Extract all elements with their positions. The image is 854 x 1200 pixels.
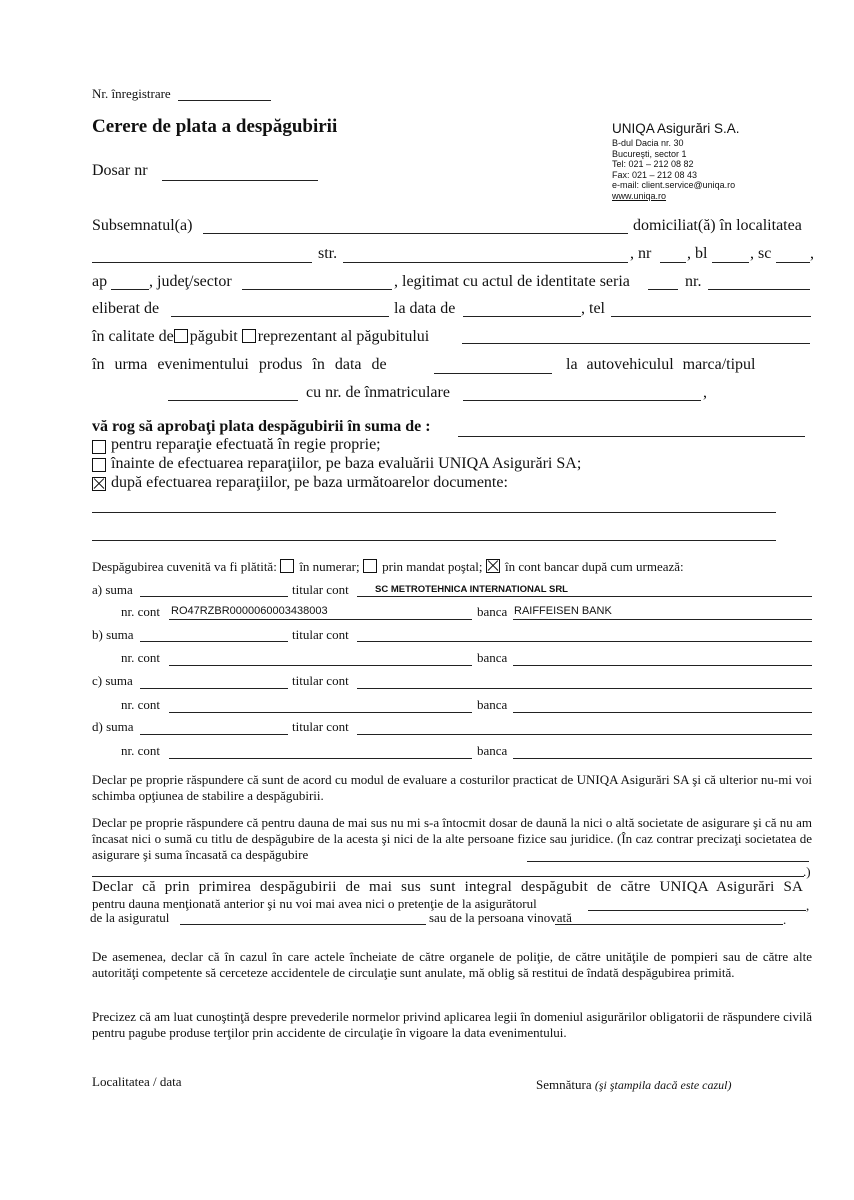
company-email: e-mail: client.service@uniqa.ro <box>612 180 736 190</box>
row-b-titular-field[interactable] <box>357 641 812 642</box>
data-de-label: la data de <box>394 300 456 317</box>
tel-field[interactable] <box>611 316 811 317</box>
payment-intro: Despăgubirea cuvenită va fi plătită: <box>92 559 277 574</box>
cont-bancar-checkbox[interactable] <box>486 559 500 573</box>
row-b-cont-field[interactable] <box>169 665 472 666</box>
company-name: UNIQA Asigurări S.A. <box>612 121 740 136</box>
row-d-titular-label: titular cont <box>292 719 349 734</box>
documents-field-1[interactable] <box>92 512 776 513</box>
row-a-cont-field[interactable] <box>169 619 472 620</box>
domiciliat-label: domiciliat(ă) în localitatea <box>633 217 802 234</box>
company-tel: Tel: 021 – 212 08 82 <box>612 159 694 169</box>
row-c-cont-field[interactable] <box>169 712 472 713</box>
reprezentant-checkbox[interactable] <box>242 329 256 343</box>
row-a-banca-label: banca <box>477 604 508 619</box>
judet-label: , judeţ/sector <box>149 273 232 290</box>
autovehicul-label: la autovehiculul marca/tipul <box>566 356 756 373</box>
reprezentant-field[interactable] <box>462 343 810 344</box>
company-contact <box>612 138 735 201</box>
option-documente-label: după efectuarea reparaţiilor, pe baza următoarelor documente: <box>111 474 508 491</box>
option-regie-checkbox[interactable] <box>92 440 106 454</box>
row-c-suma-field[interactable] <box>140 688 288 689</box>
sc-label: , sc <box>750 245 772 262</box>
inmatriculare-label: cu nr. de înmatriculare <box>306 384 450 401</box>
bl-label: , bl <box>687 245 708 262</box>
form-title: Cerere de plata a despăgubirii <box>92 116 338 137</box>
id-nr-field[interactable] <box>708 289 810 290</box>
calitate-row <box>92 328 429 346</box>
row-d-label: d) suma <box>92 719 134 734</box>
row-a-titular-value: SC METROTEHNICA INTERNATIONAL SRL <box>375 584 568 595</box>
row-a-cont-label: nr. cont <box>121 604 160 619</box>
documents-field-2[interactable] <box>92 540 776 541</box>
row-c-label: c) suma <box>92 673 133 688</box>
subsemnatul-label: Subsemnatul(a) <box>92 217 193 234</box>
company-website-link[interactable]: www.uniqa.ro <box>612 190 667 201</box>
option-documente-checkbox[interactable] <box>92 477 106 491</box>
row-d-cont-field[interactable] <box>169 758 472 759</box>
row-d-suma-field[interactable] <box>140 734 288 735</box>
ap-label: ap <box>92 273 108 290</box>
pagubit-label: păgubit <box>189 328 238 345</box>
row-d-banca-label: banca <box>477 743 508 758</box>
row-b-suma-field[interactable] <box>140 641 288 642</box>
nr-field[interactable] <box>660 262 686 263</box>
row-a-suma-field[interactable] <box>140 596 288 597</box>
asigurat-field[interactable] <box>180 924 426 925</box>
tel-label: , tel <box>581 300 605 317</box>
paren-close: .) <box>803 864 811 879</box>
vinovat-label: sau de la persoana vinovată <box>429 910 572 925</box>
row-b-label: b) suma <box>92 627 134 642</box>
row-a-label: a) suma <box>92 582 133 597</box>
registration-field[interactable] <box>178 100 271 101</box>
issue-date-field[interactable] <box>463 316 581 317</box>
eveniment-label: în urma evenimentului produs în data de <box>92 356 387 373</box>
row-c-titular-field[interactable] <box>357 688 812 689</box>
mandat-label: prin mandat poştal; <box>382 559 483 574</box>
option-regie-label: pentru reparaţie efectuată în regie proprie; <box>111 436 381 453</box>
bl-field[interactable] <box>712 262 749 263</box>
street-field[interactable] <box>343 262 628 263</box>
street-label: str. <box>318 245 338 262</box>
row-d-banca-field[interactable] <box>513 758 812 759</box>
request-title: vă rog să aprobaţi plata despăgubirii în suma de : <box>92 418 431 435</box>
nr-label: , nr <box>630 245 652 262</box>
asigurat-label: de la asiguratul <box>90 910 170 925</box>
row-a-titular-label: titular cont <box>292 582 349 597</box>
sc-field[interactable] <box>776 262 810 263</box>
option-evaluare-checkbox[interactable] <box>92 458 106 472</box>
id-nr-label: nr. <box>685 273 702 290</box>
semnatura-label: Semnătura <box>536 1077 592 1092</box>
declaration-evaluare: Declar pe proprie răspundere că sunt de acord cu modul de evaluare a costurilor practicat de UNIQA Asigurări SA şi că ulterior nu-mi voi schimba opţiunea de stabilire a despăgubirii. <box>92 772 812 803</box>
row-c-banca-label: banca <box>477 697 508 712</box>
alte-societati-field-2[interactable] <box>92 876 804 877</box>
plate-field[interactable] <box>463 400 701 401</box>
row-a-banca-value: RAIFFEISEN BANK <box>514 605 612 617</box>
signature-row <box>536 1077 732 1093</box>
legitimat-label: , legitimat cu actul de identitate seria <box>394 273 630 290</box>
comma-asigurator: , <box>806 898 810 913</box>
payment-row <box>92 559 684 575</box>
period-vinovat: . <box>783 912 787 927</box>
dosar-label: Dosar nr <box>92 162 148 179</box>
mandat-checkbox[interactable] <box>363 559 377 573</box>
row-c-banca-field[interactable] <box>513 712 812 713</box>
declaration-alte-dosare: Declar pe proprie răspundere că pentru dauna de mai sus nu mi s-a întocmit dosar de daună la nici o altă societate de asigurare şi că nu am încasat nici o sumă cu titlu de despăgubire de la acesta şi nici de la alte persoane fizice sau juridice. (În caz contrar precizaţi societatea de asigurare şi suma încasată ca despăgubire <box>92 815 812 862</box>
declaration-pretentie: pentru dauna menţionată anterior şi nu voi mai avea nici o pretenţie de la asigurătorul <box>92 896 537 911</box>
row-d-titular-field[interactable] <box>357 734 812 735</box>
row-d-cont-label: nr. cont <box>121 743 160 758</box>
company-address-line2: Bucureşti, sector 1 <box>612 148 687 159</box>
row-a-banca-field[interactable] <box>513 619 812 620</box>
numerar-checkbox[interactable] <box>280 559 294 573</box>
row-b-cont-label: nr. cont <box>121 650 160 665</box>
ap-field[interactable] <box>111 289 149 290</box>
row-b-banca-field[interactable] <box>513 665 812 666</box>
reprezentant-label: reprezentant al păgubitului <box>257 328 430 345</box>
comma: , <box>810 245 814 262</box>
eliberat-field[interactable] <box>171 316 389 317</box>
event-date-field[interactable] <box>434 373 552 374</box>
id-series-field[interactable] <box>648 289 678 290</box>
locality-field[interactable] <box>92 262 312 263</box>
eliberat-label: eliberat de <box>92 300 160 317</box>
row-a-titular-field[interactable] <box>357 596 812 597</box>
name-field[interactable] <box>203 233 628 234</box>
company-fax: Fax: 021 – 212 08 43 <box>612 169 698 180</box>
semnatura-note: (şi ştampila dacă este cazul) <box>594 1078 732 1092</box>
row-b-banca-label: banca <box>477 650 508 665</box>
numerar-label: în numerar; <box>299 559 360 574</box>
company-address-line1: B-dul Dacia nr. 30 <box>612 138 684 148</box>
calitate-label: în calitate de <box>92 328 174 345</box>
localitate-data-label: Localitatea / data <box>92 1074 182 1089</box>
declaration-integral: Declar că prin primirea despăgubirii de mai sus sunt integral despăgubit de către UNIQA Asigurări SA <box>92 879 804 895</box>
row-b-titular-label: titular cont <box>292 627 349 642</box>
judet-field[interactable] <box>242 289 392 290</box>
declaration-norme: Precizez că am luat cunoştinţă despre prevederile normelor privind aplicarea legii în domeniul asigurărilor obligatorii de răspundere civilă pentru pagube produse terţilor prin accidente de circulaţie în vigoare la data evenimentului. <box>92 1009 812 1040</box>
dosar-field[interactable] <box>162 180 318 181</box>
cont-bancar-label: în cont bancar după cum urmează: <box>504 559 684 574</box>
car-make-field[interactable] <box>168 400 298 401</box>
vinovat-field[interactable] <box>555 924 783 925</box>
declaration-restituire: De asemenea, declar că în cazul în care actele încheiate de către organele de poliţie, de către unităţile de pompieri sau de către alte autorităţi competente să cerceteze accidentele de circulaţie sunt anulate, mă oblig să restitui de îndată despăgubirea primită. <box>92 949 812 980</box>
row-c-cont-label: nr. cont <box>121 697 160 712</box>
comma-plate: , <box>703 384 707 401</box>
row-c-titular-label: titular cont <box>292 673 349 688</box>
alte-societati-field-1[interactable] <box>527 861 809 862</box>
pagubit-checkbox[interactable] <box>174 329 188 343</box>
row-a-cont-value: RO47RZBR0000060003438003 <box>171 605 328 617</box>
registration-label: Nr. înregistrare <box>92 86 171 101</box>
amount-field[interactable] <box>458 436 805 437</box>
asigurator-field[interactable] <box>588 910 806 911</box>
option-evaluare-label: înainte de efectuarea reparaţiilor, pe baza evaluării UNIQA Asigurări SA; <box>111 455 582 472</box>
